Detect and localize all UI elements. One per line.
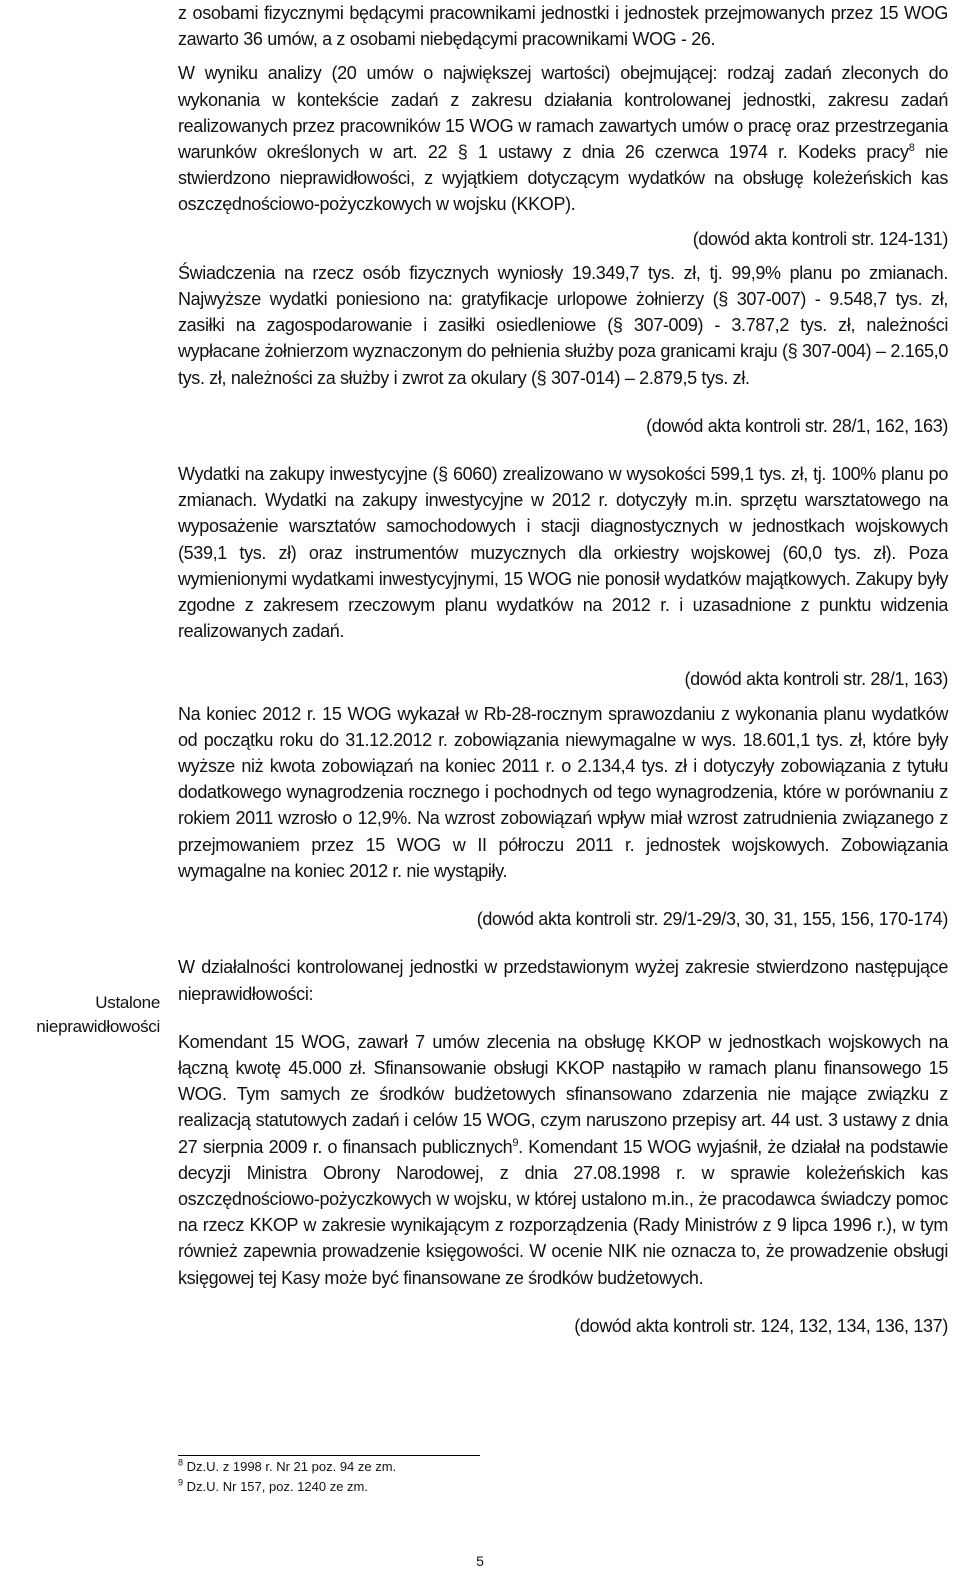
footnote-ref-8: 8 bbox=[908, 142, 915, 155]
evidence-note-1: (dowód akta kontroli str. 124-131) bbox=[692, 228, 948, 249]
paragraph-kkop bbox=[178, 1029, 948, 1291]
side-label-line1: Ustalone bbox=[95, 993, 160, 1012]
side-label-line2: nieprawidłowości bbox=[36, 1017, 160, 1036]
evidence-note-5: (dowód akta kontroli str. 124, 132, 134, 136, 137) bbox=[574, 1315, 948, 1336]
paragraph-benefits: Świadczenia na rzecz osób fizycznych wyniosły 19.349,7 tys. zł, tj. 99,9% planu po zmianach. Najwyższe wydatki poniesiono na: gratyfikacje urlopowe żołnierzy (§ 307-007) - 9.548,7 tys. zł, zasiłki na zagospodarowanie i zasiłki osiedleniowe (§ 307-009) - 3.787,2 tys. zł, należności wypłacane żołnierzom wyznaczonym do pełnienia służby poza granicami kraju (§ 307-004) – 2.165,0 tys. zł, należności za służby i zwrot za okulary (§ 307-014) – 2.879,5 tys. zł. bbox=[178, 262, 948, 388]
page-number: 5 bbox=[476, 1553, 484, 1569]
analysis-text-b: nie stwierdzono nieprawidłowości, z wyjątkiem dotyczącym wydatków na obsługę koleżeńskich kas oszczędnościowo-pożyczkowych w wojsku (KKOP). bbox=[178, 142, 948, 215]
kkop-text-b: . Komendant 15 WOG wyjaśnił, że działał na podstawie decyzji Ministra Obrony Narodowej, z dnia 27.08.1998 r. w sprawie koleżeńskich kas oszczędnościowo-pożyczkowych w wojsku, w której ustalono m.in., że pracodawca świadczy pomoc na rzecz KKOP w zakresie wynikającym z rozporządzenia (Rady Ministrów z 9 lipca 1996 r.), w tym również zapewnia prowadzenie księgowości. W ocenie NIK nie oznacza to, że prowadzenie obsługi księgowej tej Kasy może być finansowane ze środków budżetowych. bbox=[178, 1136, 948, 1288]
footnote-8 bbox=[178, 1458, 396, 1475]
side-label bbox=[0, 991, 160, 1039]
footnote-text: Dz.U. z 1998 r. Nr 21 poz. 94 ze zm. bbox=[186, 1459, 397, 1474]
evidence-note-4: (dowód akta kontroli str. 29/1-29/3, 30, 31, 155, 156, 170-174) bbox=[476, 909, 948, 930]
paragraph-irregularities-intro: W działalności kontrolowanej jednostki w przedstawionym wyżej zakresie stwierdzono następujące nieprawidłowości: bbox=[178, 957, 948, 1004]
footnote-text: Dz.U. Nr 157, poz. 1240 ze zm. bbox=[186, 1479, 368, 1494]
footnote-separator bbox=[178, 1455, 480, 1456]
evidence-note-2: (dowód akta kontroli str. 28/1, 162, 163) bbox=[646, 415, 948, 436]
analysis-text-a: W wyniku analizy (20 umów o największej wartości) obejmującej: rodzaj zadań zleconych do wykonania w kontekście zadań z zakresu działania kontrolowanej jednostki, zakresu zadań realizowanych przez pracowników 15 WOG w ramach zawartych umów o pracę oraz przestrzegania warunków określonych w art. 22 § 1 ustawy z dnia 26 czerwca 1974 r. Kodeks pracy bbox=[178, 63, 948, 163]
evidence-note-3: (dowód akta kontroli str. 28/1, 163) bbox=[684, 669, 948, 690]
footnote-9 bbox=[178, 1478, 368, 1495]
kkop-text-a: Komendant 15 WOG, zawarł 7 umów zlecenia na obsługę KKOP w jednostkach wojskowych na łączną kwotę 45.000 zł. Sfinansowanie obsługi KKOP nastąpiło w ramach planu finansowego 15 WOG. Tym samych ze środków budżetowych sfinansowano zdarzenia nie mające związku z realizacją statutowych zadań i celów 15 WOG, czym naruszono przepisy art. 44 ust. 3 ustawy z dnia 27 sierpnia 2009 r. o finansach publicznych bbox=[178, 1031, 948, 1157]
footnote-number: 9 bbox=[178, 1477, 184, 1488]
paragraph-liabilities: Na koniec 2012 r. 15 WOG wykazał w Rb-28-rocznym sprawozdaniu z wykonania planu wydatków od początku roku do 31.12.2012 r. zobowiązania niewymagalne w wys. 18.601,1 tys. zł, które były wyższe niż kwota zobowiązań na koniec 2011 r. o 2.134,4 tys. zł i dotyczyły zobowiązania z tytułu dodatkowego wynagrodzenia rocznego i pochodnych od tego wynagrodzenia, które w porównaniu z rokiem 2011 wzrosło o 12,9%. Na wzrost zobowiązań wpływ miał wzrost zatrudnienia związanego z przejmowaniem przez 15 WOG w II półroczu 2011 r. jednostek wojskowych. Zobowiązania wymagalne na koniec 2012 r. nie wystąpiły. bbox=[178, 703, 948, 881]
paragraph-investments: Wydatki na zakupy inwestycyjne (§ 6060) zrealizowano w wysokości 599,1 tys. zł, tj. 100% planu po zmianach. Wydatki na zakupy inwestycyjne w 2012 r. dotyczyły m.in. sprzętu warsztatowego na wyposażenie warsztatów samochodowych i stacji diagnostycznych w jednostkach wojskowych (539,1 tys. zł) oraz instrumentów muzycznych dla orkiestry wojskowej (60,0 tys. zł). Poza wymienionymi wydatkami inwestycyjnymi, 15 WOG nie ponosił wydatków majątkowych. Zakupy były zgodne z zakresem rzeczowym planu wydatków na 2012 r. i uzasadnione z punktu widzenia realizowanych zadań. bbox=[178, 464, 948, 642]
footnote-ref-9: 9 bbox=[512, 1136, 519, 1149]
footnote-number: 8 bbox=[178, 1457, 184, 1468]
paragraph-analysis bbox=[178, 60, 948, 217]
paragraph-contracts: z osobami fizycznymi będącymi pracownikami jednostki i jednostek przejmowanych przez 15 WOG zawarto 36 umów, a z osobami niebędącymi pracownikami WOG - 26. bbox=[178, 3, 948, 50]
main-text bbox=[178, 0, 948, 1339]
